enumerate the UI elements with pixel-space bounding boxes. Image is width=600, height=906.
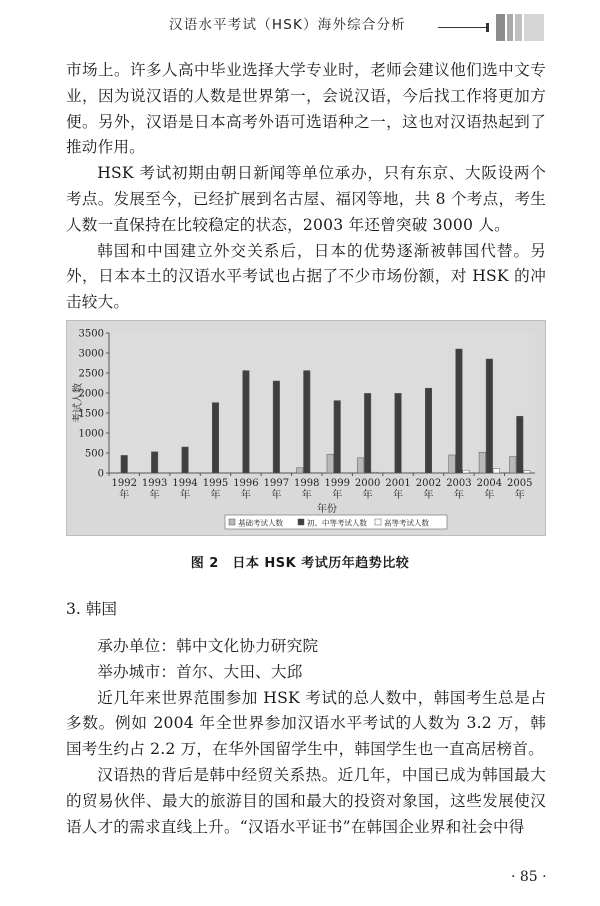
chart-x-tick-label-suffix: 年 bbox=[301, 490, 312, 501]
chart-bar-elementary-intermediate bbox=[334, 401, 341, 473]
chart-x-tick-label-suffix: 年 bbox=[271, 490, 282, 501]
chart-x-tick-label-year: 1999 bbox=[324, 478, 350, 489]
header-shade-block bbox=[507, 14, 513, 41]
chart-x-tick-label-suffix: 年 bbox=[119, 490, 130, 501]
chart-x-tick-label-suffix: 年 bbox=[484, 490, 495, 501]
header-rule bbox=[438, 27, 488, 28]
chart-x-tick-label-year: 1998 bbox=[294, 478, 320, 489]
chart-y-tick-label: 500 bbox=[84, 448, 104, 460]
chart-legend-swatch bbox=[375, 519, 381, 525]
chart-legend-label: 基础考试人数 bbox=[238, 518, 283, 528]
chart-bar-elementary-intermediate bbox=[243, 371, 250, 473]
chart-x-tick-label-year: 2004 bbox=[476, 478, 503, 489]
chart-x-tick-label-year: 1997 bbox=[263, 478, 290, 489]
paragraph-trade-relations: 汉语热的背后是韩中经贸关系热。近几年，中国已成为韩国最大的贸易伙伴、最大的旅游目的国和最大的投资对象国，这些发展使汉语人才的需求直线上升。“汉语水平证书”在韩国企业界和社会中得 bbox=[66, 765, 546, 836]
chart-x-tick-label-suffix: 年 bbox=[332, 490, 343, 501]
body-text-top bbox=[66, 58, 546, 316]
chart-x-tick-label-suffix: 年 bbox=[514, 490, 525, 501]
header-shade-block bbox=[496, 14, 505, 41]
chart-x-tick-label-year: 2001 bbox=[385, 478, 411, 489]
chart-bar-elementary-intermediate bbox=[395, 393, 402, 473]
paragraph-continuation: 市场上。许多人高中毕业选择大学专业时，老师会建议他们选中文专业，因为说汉语的人数是世界第一，会说汉语，今后找工作将更加方便。另外，汉语是日本高考外语可选语种之一，这也对汉语热起到了推动作用。 bbox=[66, 61, 546, 157]
header-shade-block bbox=[515, 14, 522, 41]
figure-chart bbox=[66, 320, 546, 536]
chart-y-tick-label: 2000 bbox=[78, 388, 104, 400]
chart-x-tick-label-year: 1992 bbox=[111, 478, 137, 489]
chart-bar-elementary-intermediate bbox=[273, 381, 280, 473]
section-heading: 3. 韩国 bbox=[66, 600, 118, 618]
chart-y-tick-label: 3000 bbox=[78, 348, 104, 360]
chart-legend-label: 初、中等考试人数 bbox=[307, 518, 367, 528]
chart-bar-elementary-intermediate bbox=[182, 447, 189, 473]
chart-bar-elementary-intermediate bbox=[121, 455, 128, 473]
running-head-title: 汉语水平考试（HSK）海外综合分析 bbox=[169, 17, 406, 33]
chart-bar-elementary-intermediate bbox=[517, 416, 524, 473]
chart-y-tick-label: 1000 bbox=[78, 428, 104, 440]
chart-bar-basic bbox=[297, 468, 304, 473]
chart-x-tick-label-suffix: 年 bbox=[149, 490, 160, 501]
chart-x-tick-label-suffix: 年 bbox=[240, 490, 251, 501]
chart-x-tick-label-suffix: 年 bbox=[423, 490, 434, 501]
chart-y-axis-label: 考试人数 bbox=[73, 383, 84, 423]
chart-bar-advanced bbox=[463, 470, 470, 473]
chart-bar-basic bbox=[357, 458, 364, 473]
chart-x-tick-label-year: 2002 bbox=[415, 478, 442, 489]
chart-legend-swatch bbox=[298, 519, 304, 525]
chart-plot-area bbox=[109, 333, 535, 473]
chart-y-tick-label: 1500 bbox=[78, 408, 104, 420]
chart-x-tick-label-year: 1994 bbox=[172, 478, 198, 489]
chart-x-tick-label-year: 1996 bbox=[233, 478, 259, 489]
paragraph-korea-stats: 近几年来世界范围参加 HSK 考试的总人数中，韩国考生总是占多数。例如 2004 年全世界参加汉语水平考试的人数为 3.2 万，韩国考生约占 2.2 万，在华外国留学生中，韩国学生也一直高居榜首。 bbox=[66, 688, 546, 759]
paragraph-host-cities: 举办城市：首尔、大田、大邱 bbox=[97, 662, 303, 681]
chart-legend-label: 高等考试人数 bbox=[384, 518, 429, 528]
chart-x-tick-label-suffix: 年 bbox=[393, 490, 404, 501]
chart-bar-elementary-intermediate bbox=[486, 359, 493, 473]
chart-y-tick-label: 3500 bbox=[78, 328, 104, 340]
paragraph-organizer: 承办单位：韩中文化协力研究院 bbox=[97, 637, 319, 655]
chart-bar-advanced bbox=[371, 472, 378, 473]
chart-x-tick-label-suffix: 年 bbox=[210, 490, 221, 501]
chart-legend-swatch bbox=[229, 519, 235, 525]
chart-x-tick-label-year: 1993 bbox=[141, 478, 168, 489]
chart-x-tick-label-suffix: 年 bbox=[362, 490, 373, 501]
chart-x-tick-label-year: 2003 bbox=[446, 478, 472, 489]
header-rule-cap bbox=[486, 23, 489, 32]
body-text-bottom bbox=[66, 634, 546, 840]
chart-bar-elementary-intermediate bbox=[304, 371, 311, 473]
figure-caption: 图 2 日本 HSK 考试历年趋势比较 bbox=[190, 556, 410, 571]
chart-bar-basic bbox=[479, 452, 486, 473]
page-number: · 85 · bbox=[511, 869, 547, 885]
running-head bbox=[0, 0, 600, 48]
chart-x-tick-label-year: 2005 bbox=[507, 478, 533, 489]
paragraph-hsk-history: HSK 考试初期由朝日新闻等单位承办，只有东京、大阪设两个考点。发展至今，已经扩展到名古屋、福冈等地，共 8 个考点，考生人数一直保持在比较稳定的状态，2003 年还曾突破 3000 人。 bbox=[66, 164, 546, 234]
chart-bar-elementary-intermediate bbox=[456, 349, 463, 473]
chart-x-tick-label-year: 1995 bbox=[202, 478, 229, 489]
chart-svg bbox=[67, 321, 545, 535]
chart-bar-advanced bbox=[524, 471, 531, 473]
chart-x-tick-label-year: 2000 bbox=[354, 478, 381, 489]
chart-bar-elementary-intermediate bbox=[364, 393, 371, 473]
chart-x-tick-label-suffix: 年 bbox=[453, 490, 464, 501]
chart-bar-elementary-intermediate bbox=[212, 403, 219, 473]
chart-bar-basic bbox=[510, 457, 517, 473]
header-shade-block bbox=[524, 14, 544, 41]
chart-bar-elementary-intermediate bbox=[425, 388, 432, 473]
chart-y-tick-label: 0 bbox=[97, 468, 104, 480]
paragraph-korea-competition: 韩国和中国建立外交关系后，日本的优势逐渐被韩国代替。另外，日本本土的汉语水平考试也占据了不少市场份额，对 HSK 的冲击较大。 bbox=[66, 241, 546, 312]
chart-bar-advanced bbox=[493, 469, 500, 473]
chart-bar-basic bbox=[449, 455, 456, 473]
chart-bar-elementary-intermediate bbox=[151, 452, 158, 473]
chart-bar-basic bbox=[327, 454, 334, 473]
chart-x-tick-label-suffix: 年 bbox=[180, 490, 191, 501]
chart-x-axis-label: 年份 bbox=[317, 504, 337, 515]
chart-y-tick-label: 2500 bbox=[78, 368, 104, 380]
